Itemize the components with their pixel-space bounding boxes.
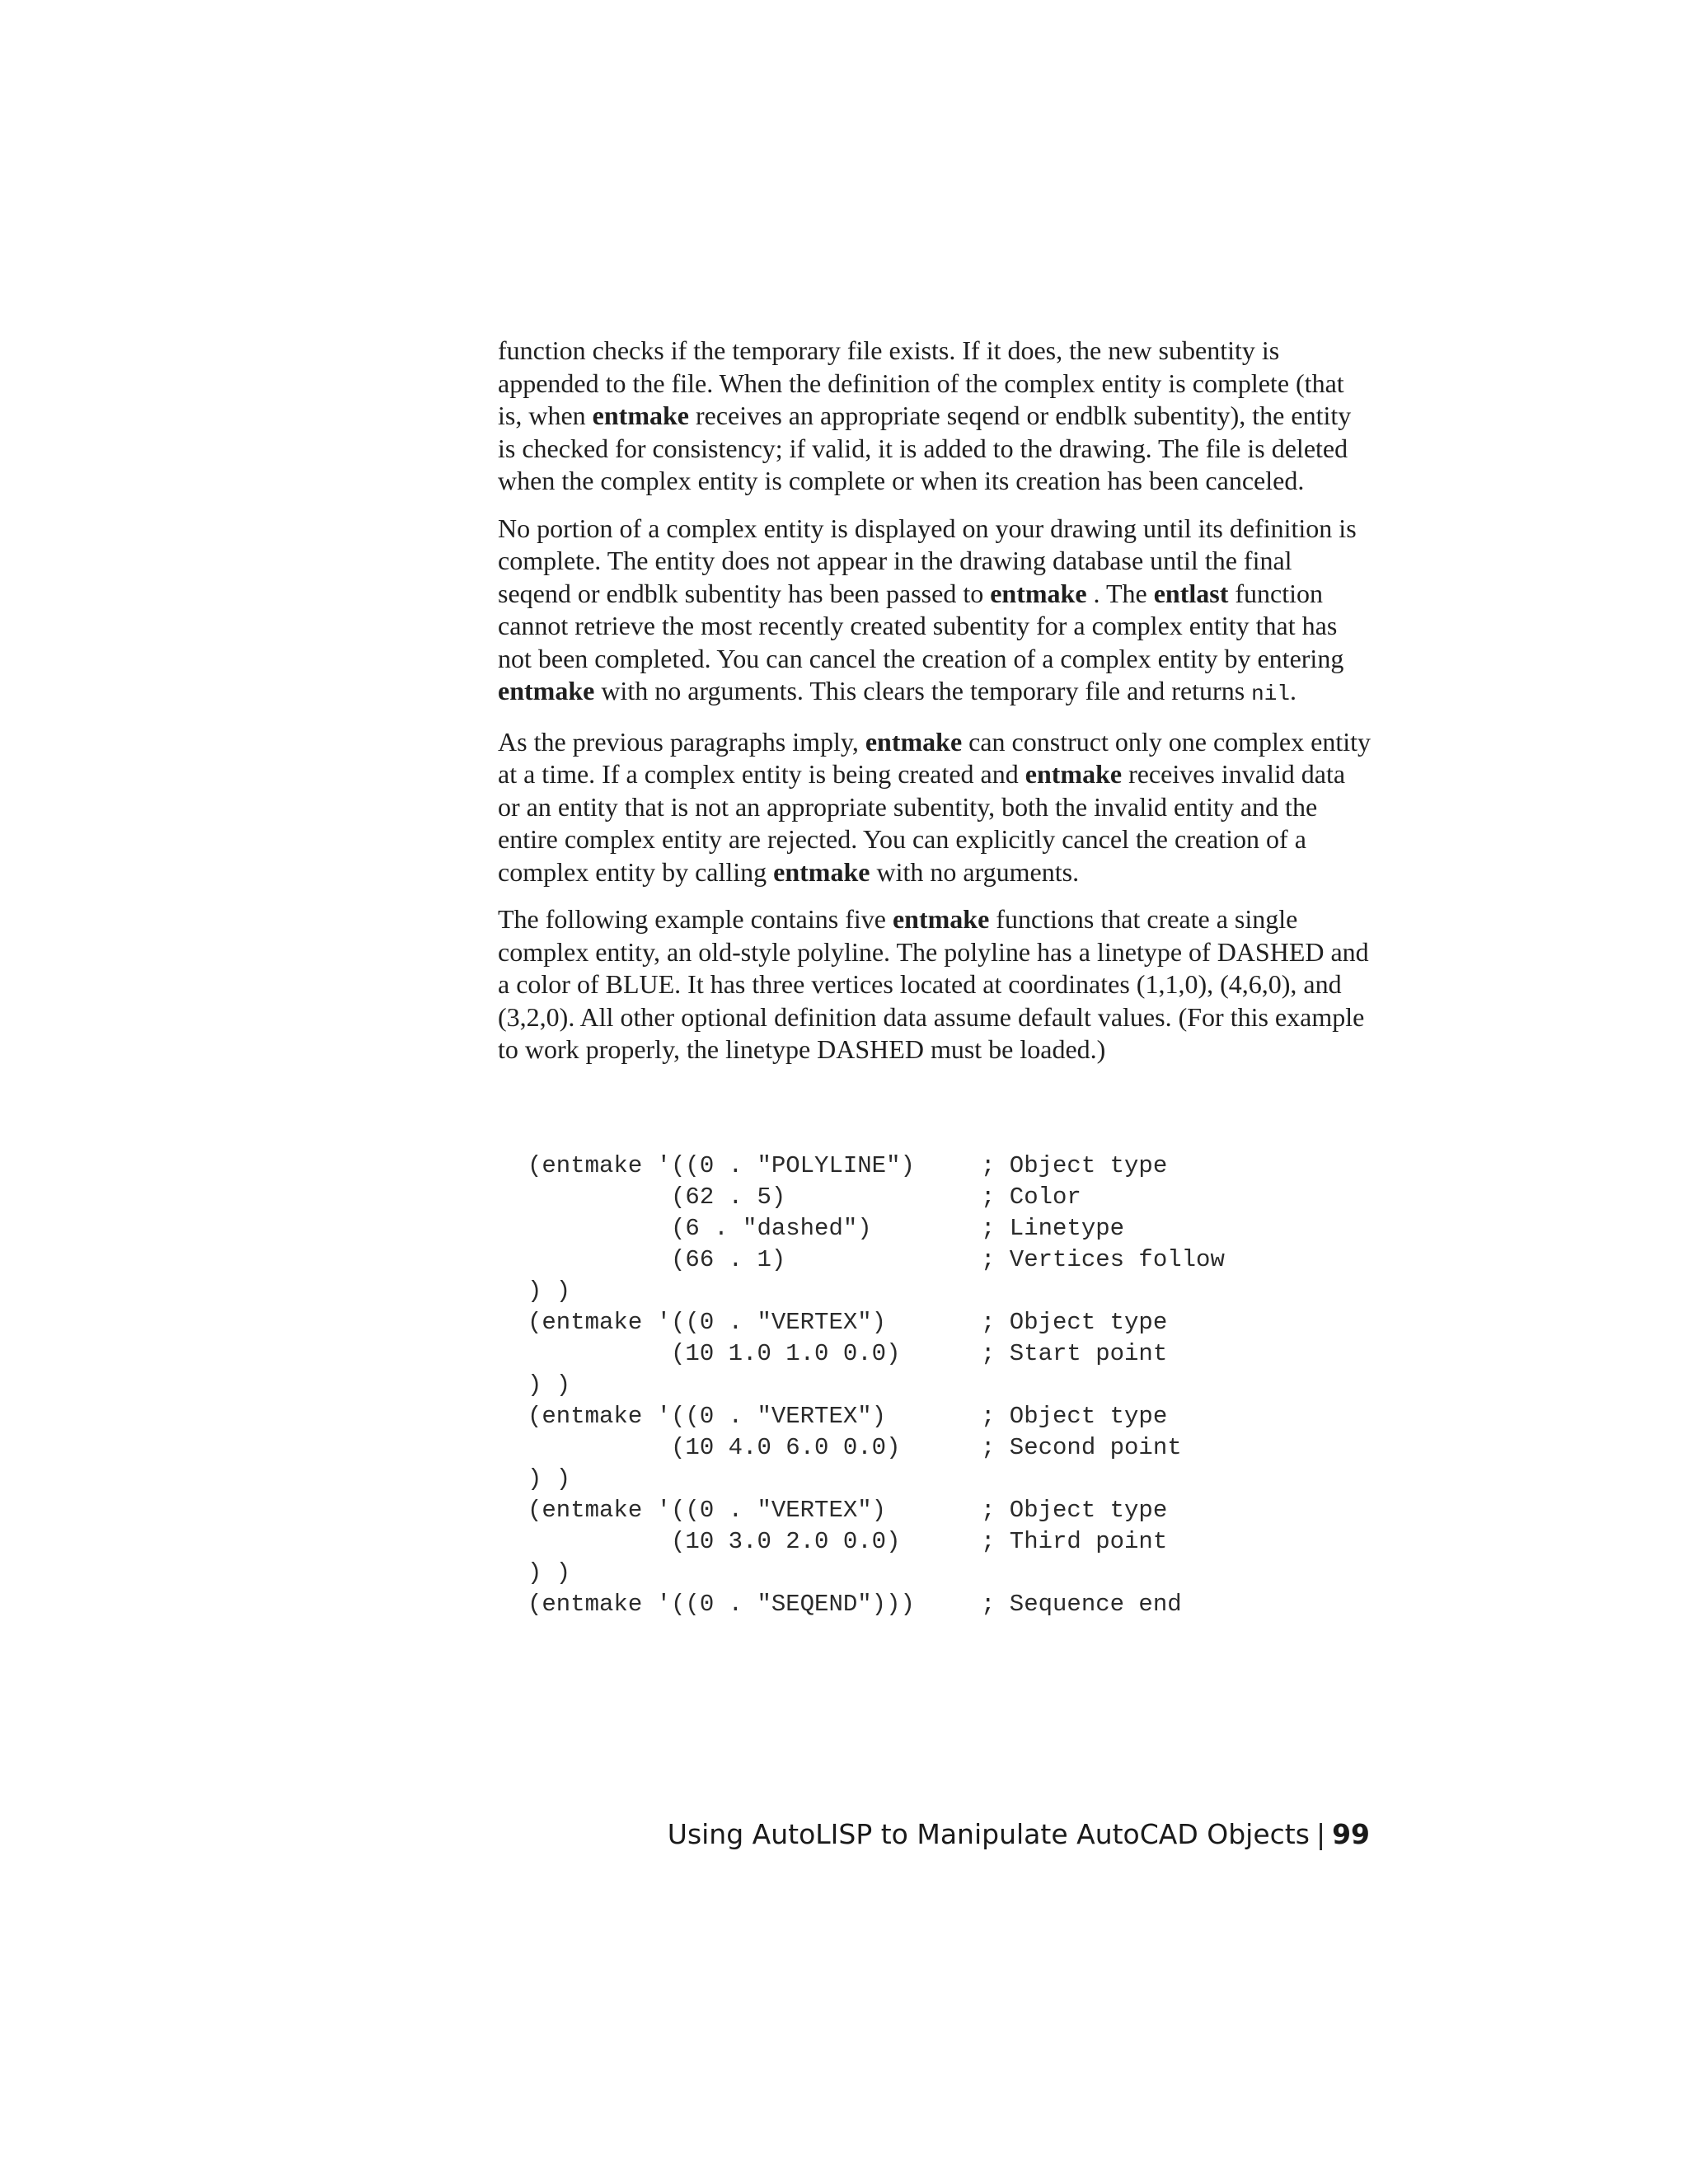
paragraph-text: . The <box>1086 578 1154 608</box>
paragraph-text: As the previous paragraphs imply, <box>498 726 865 757</box>
function-name: entmake <box>1025 759 1123 789</box>
code-line <box>528 1589 1225 1620</box>
code-comment: ; Object type <box>981 1309 1168 1336</box>
paragraph-text: receives invalid data or an entity that is not an appropriate subentity, both the invalid entity and the entire complex entity are rejected. You can explicitly cancel the creation of a complex entity by calling <box>498 759 1346 887</box>
paragraph-text: receives an appropriate seqend or endblk subentity), the entity is checked for consistency; if valid, it is added to the drawing. The file is deleted when the complex entity is complete or when its creation has been canceled. <box>498 401 1352 495</box>
code-expression: (entmake '((0 . "VERTEX") <box>528 1309 887 1336</box>
code-comment: ; Second point <box>981 1434 1182 1461</box>
code-expression: (6 . "dashed") <box>528 1215 872 1242</box>
footer-separator: | <box>1315 1818 1326 1850</box>
function-name: entmake <box>990 578 1087 608</box>
paragraph-4 <box>498 903 1372 1066</box>
paragraph-text: function checks if the temporary file exists. If it does, the new subentity is appended to the file. When the definition of the complex entity is complete (that is, when <box>498 335 1344 430</box>
function-name: entmake <box>892 904 990 934</box>
page-footer <box>668 1818 1370 1850</box>
paragraph-text: with no arguments. This clears the temporary file and returns <box>594 676 1252 705</box>
code-comment: ; Start point <box>981 1340 1168 1367</box>
code-line <box>528 1401 1225 1432</box>
code-comment: ; Third point <box>981 1528 1168 1555</box>
code-expression: (entmake '((0 . "POLYLINE") <box>528 1152 915 1179</box>
function-name: entmake <box>498 676 595 705</box>
code-comment: ; Sequence end <box>981 1591 1182 1618</box>
code-line <box>528 1464 1225 1495</box>
code-comment: ; Object type <box>981 1152 1168 1179</box>
code-expression: ) ) <box>528 1277 571 1305</box>
function-name: entmake <box>773 856 870 887</box>
code-line <box>528 1244 1225 1276</box>
code-line <box>528 1307 1225 1338</box>
code-expression: (entmake '((0 . "VERTEX") <box>528 1497 887 1524</box>
code-comment: ; Object type <box>981 1403 1168 1430</box>
paragraph-text: functions that create a single complex entity, an old-style polyline. The polyline has a linetype of DASHED and a color of BLUE. It has three vertices located at coordinates (1,1,0), (4,6,0), and (3,2,0). All other optional definition data assume default values. (For this example to work properly, the linetype DASHED must be loaded.) <box>498 904 1369 1064</box>
paragraph-3 <box>498 726 1372 889</box>
code-line <box>528 1151 1225 1182</box>
code-expression: (10 3.0 2.0 0.0) <box>528 1528 901 1555</box>
body-text <box>498 335 1372 1081</box>
paragraph-text: No portion of a complex entity is displayed on your drawing until its definition is complete. The entity does not appear in the drawing database until the final seqend or endblk subentity has been passed to <box>498 513 1357 608</box>
paragraph-2 <box>498 513 1372 711</box>
code-expression: (62 . 5) <box>528 1183 786 1211</box>
code-line <box>528 1276 1225 1307</box>
code-line <box>528 1432 1225 1464</box>
paragraph-text: function cannot retrieve the most recently created subentity for a complex entity that has not been completed. You can cancel the creation of a complex entity by entering <box>498 578 1344 673</box>
code-comment: ; Color <box>981 1183 1081 1211</box>
code-expression: (entmake '((0 . "VERTEX") <box>528 1403 887 1430</box>
code-expression: (10 4.0 6.0 0.0) <box>528 1434 901 1461</box>
code-line <box>528 1338 1225 1370</box>
code-expression: (entmake '((0 . "SEQEND"))) <box>528 1591 915 1618</box>
function-name: entlast <box>1153 578 1229 608</box>
code-expression: ) ) <box>528 1465 571 1493</box>
code-expression: ) ) <box>528 1371 571 1399</box>
code-line <box>528 1558 1225 1589</box>
inline-code: nil <box>1251 682 1290 706</box>
function-name: entmake <box>865 726 963 757</box>
page-number: 99 <box>1332 1818 1370 1850</box>
code-expression: (10 1.0 1.0 0.0) <box>528 1340 901 1367</box>
paragraph-text: . <box>1289 676 1296 705</box>
code-comment: ; Object type <box>981 1497 1168 1524</box>
code-comment: ; Linetype <box>981 1215 1125 1242</box>
paragraph-1 <box>498 335 1372 498</box>
paragraph-text: can construct only one complex entity at a time. If a complex entity is being created and <box>498 726 1371 789</box>
code-expression: (66 . 1) <box>528 1246 786 1273</box>
code-expression: ) ) <box>528 1559 571 1586</box>
running-title: Using AutoLISP to Manipulate AutoCAD Objects <box>667 1818 1310 1850</box>
function-name: entmake <box>592 401 689 430</box>
code-line <box>528 1213 1225 1244</box>
paragraph-text: with no arguments. <box>870 856 1080 887</box>
paragraph-text: The following example contains five <box>498 904 893 934</box>
code-line <box>528 1370 1225 1401</box>
code-line <box>528 1495 1225 1526</box>
code-example <box>528 1151 1225 1620</box>
code-comment: ; Vertices follow <box>981 1246 1225 1273</box>
code-line <box>528 1526 1225 1558</box>
code-line <box>528 1182 1225 1213</box>
